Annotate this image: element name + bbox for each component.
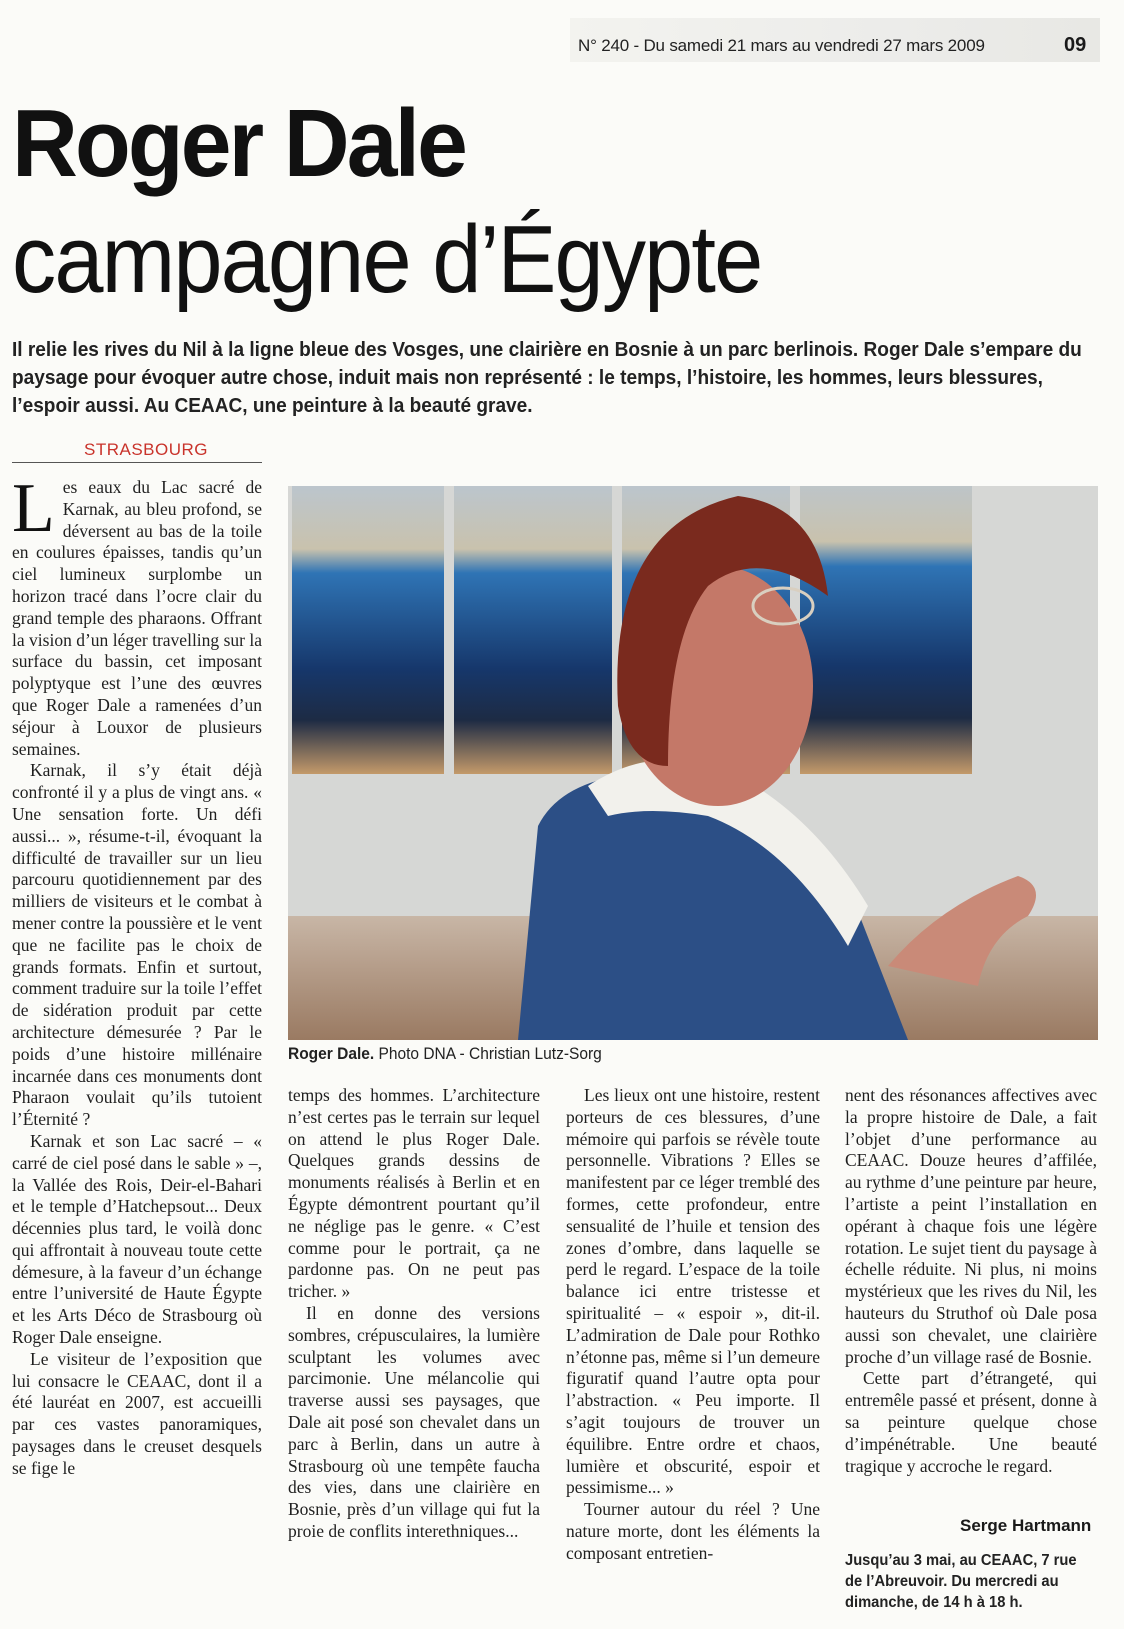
author-signature: Serge Hartmann: [960, 1516, 1092, 1535]
caption-name: Roger Dale.: [288, 1045, 375, 1063]
paragraph: Karnak et son Lac sacré – « carré de ciel posé dans le sable » –, la Vallée des Rois, Deir-el-Bahari et le temple d’Hatchepsout... Deux décennies plus tard, le voilà donc qui affrontait à nouveau toute cette démesure, à la faveur d’un échange entre l’université de Haute Égypte et les Arts Déco de Strasbourg où Roger Dale enseigne.: [12, 1130, 262, 1348]
article-column-4: [845, 1085, 1097, 1477]
drop-cap: L: [12, 470, 55, 547]
photo-caption: [288, 1045, 602, 1064]
article-column-3: [566, 1085, 820, 1565]
paragraph: temps des hommes. L’architecture n’est certes pas le terrain sur lequel on attend le plus Roger Dale. Quelques grands dessins de monuments réalisés à Berlin et en Égypte démontrent pourtant qu’il ne néglige pas le genre. « C’est comme pour le portrait, ça ne pardonne pas. On ne peut pas tricher. »: [288, 1085, 540, 1302]
paragraph: es eaux du Lac sacré de Karnak, au bleu profond, se déversent au bas de la toile en coulures épaisses, tandis qu’un ciel lumineux surplombe un horizon tracé dans l’ocre clair du grand temple des pharaons. Offrant la vision d’un léger travelling sur la surface du bassin, cet imposant polyptyque est l’une des œuvres que Roger Dale a ramenées d’un séjour à Louxor de plusieurs semaines.: [12, 477, 262, 759]
divider: [12, 462, 262, 463]
paragraph: Tourner autour du réel ? Une nature morte, dont les éléments la composant entretien-: [566, 1499, 820, 1563]
paragraph: Karnak, il s’y était déjà confronté il y a plus de vingt ans. « Une sensation forte. Un défi aussi... », résume-t-il, évoquant la difficulté de travailler sur un lieu parcouru quotidiennement par des milliers de visiteurs et le combat à mener contre la poussière et le vent que ne facilite pas le choix de grands formats. Enfin et surtout, comment traduire sur la toile l’effet de sidération produit par cette architecture démesurée ? Par le poids d’une histoire millénaire incarnée dans ces monuments dont Pharaon voulait qu’ils tutoient l’Éternité ?: [12, 760, 262, 1130]
paragraph: Les lieux ont une histoire, restent porteurs de ces blessures, d’une mémoire qui parfois se révèle toute personnelle. Vibrations ? Elles se manifestent par ce léger tremblé des formes, cette profondeur, entre sensualité de l’huile et tension des zones d’ombre, dans laquelle se perd le regard. L’espace de la toile balance ici entre tristesse et spiritualité – « espoir », dit-il. L’admiration de Dale pour Rothko n’étonne pas, même si l’un demeure figuratif quand l’autre opta pour l’abstraction. « Peu importe. Il s’agit toujours de trouver un équilibre. Entre ordre et chaos, lumière et obscurité, espoir et pessimisme... »: [566, 1085, 820, 1498]
photo-illustration: [288, 486, 1098, 1040]
article-column-1: [12, 470, 262, 1480]
issue-date-line: N° 240 - Du samedi 21 mars au vendredi 27 mars 2009: [578, 36, 985, 55]
article-subtitle: campagne d’Égypte: [12, 206, 762, 313]
article-lead: Il relie les rives du Nil à la ligne bleue des Vosges, une clairière en Bosnie à un parc berlinois. Roger Dale s’empare du paysage pour évoquer autre chose, induit mais non représenté : le temps, l’histoire, les hommes, leurs blessures, l’espoir aussi. Au CEAAC, une peinture à la beauté grave.: [12, 338, 1082, 417]
page-number: 09: [1064, 34, 1087, 56]
exhibition-info: Jusqu’au 3 mai, au CEAAC, 7 rue de l’Abreuvoir. Du mercredi au dimanche, de 14 h à 18 h.: [845, 1552, 1077, 1611]
caption-credit: Photo DNA - Christian Lutz-Sorg: [374, 1045, 602, 1063]
article-photo: [288, 486, 1098, 1040]
painting-panel: [454, 486, 612, 774]
paragraph: Cette part d’étrangeté, qui entremêle passé et présent, donne à sa peinture quelque chose d’impénétrable. Une beauté tragique y accroche le regard.: [845, 1368, 1097, 1476]
paragraph: Le visiteur de l’exposition que lui consacre le CEAAC, dont il a été lauréat en 2007, est accueilli par ces vastes panoramiques, paysages dans le creuset desquels se fige le: [12, 1348, 262, 1478]
paragraph: Il en donne des versions sombres, crépusculaires, la lumière sculptant les volumes avec parcimonie. Une mélancolie qui traverse aussi ses paysages, que Dale ait posé son chevalet dans un parc à Berlin, dans un autre à Strasbourg où une tempête faucha des vies, dans une clairière en Bosnie, près d’un village qui fut la proie de conflits interethniques...: [288, 1302, 540, 1541]
article-title: Roger Dale: [12, 90, 465, 197]
painting-panel: [292, 486, 444, 774]
paragraph: nent des résonances affectives avec la propre histoire de Dale, a fait l’objet d’une performance au CEAAC. Douze heures d’affilée, au rythme d’une peinture par heure, l’artiste a peint l’installation en opérant à chaque fois une légère rotation. Le sujet tient du paysage à échelle réduite. Ni plus, ni moins mystérieux que les rives du Nil, les hauteurs du Struthof où Dale posa aussi son chevalet, une clairière proche d’un village rasé de Bosnie.: [845, 1085, 1097, 1367]
article-column-2: [288, 1085, 540, 1543]
painting-panel: [800, 486, 972, 774]
location-tag: STRASBOURG: [84, 440, 209, 459]
